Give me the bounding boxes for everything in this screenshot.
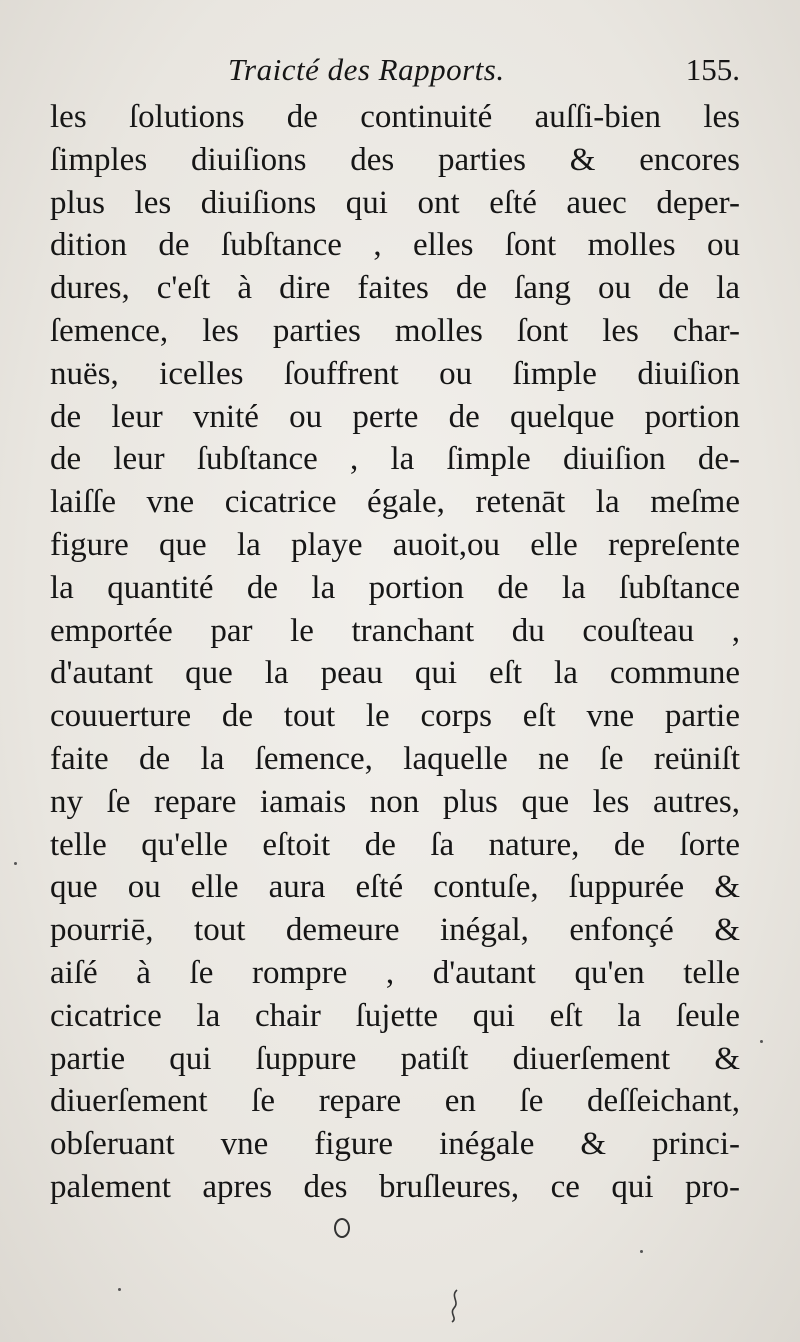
text-line: ſemence, les parties molles ſont les char- bbox=[50, 312, 740, 349]
running-title: Traicté des Rapports. bbox=[228, 52, 505, 87]
paper-speck bbox=[14, 862, 17, 865]
text-line: ſimples diuiſions des parties & encores bbox=[50, 141, 740, 178]
text-line: plus les diuiſions qui ont eſté auec deper- bbox=[50, 184, 740, 221]
text-line: que ou elle aura eſté contuſe, ſuppurée & bbox=[50, 869, 740, 906]
text-line: dition de ſubſtance , elles ſont molles ou bbox=[50, 227, 740, 264]
text-line: de leur vnité ou perte de quelque portion bbox=[50, 398, 740, 435]
ink-scribble-mark bbox=[448, 1288, 462, 1324]
paper-speck bbox=[118, 1288, 121, 1291]
text-line: aiſé à ſe rompre , d'autant qu'en telle bbox=[50, 954, 740, 991]
text-line: les ſolutions de continuité auſſi-bien les bbox=[50, 99, 740, 135]
text-line: d'autant que la peau qui eſt la commune bbox=[50, 655, 740, 692]
page-number: 155. bbox=[685, 52, 740, 87]
text-line: obſeruant vne figure inégale & princi- bbox=[50, 1126, 740, 1163]
text-line: faite de la ſemence, laquelle ne ſe reüniſt bbox=[50, 740, 740, 777]
ink-ring-mark bbox=[334, 1218, 350, 1238]
text-line: diuerſement ſe repare en ſe deſſeichant, bbox=[50, 1083, 740, 1120]
text-line: pourriē, tout demeure inégal, enfonçé & bbox=[50, 912, 740, 949]
text-line: telle qu'elle eſtoit de ſa nature, de ſorte bbox=[50, 826, 740, 863]
body-text bbox=[50, 96, 740, 1209]
text-line: ny ſe repare iamais non plus que les autres, bbox=[50, 783, 740, 820]
text-line: la quantité de la portion de la ſubſtance bbox=[50, 569, 740, 606]
text-line: cicatrice la chair ſujette qui eſt la ſeule bbox=[50, 997, 740, 1034]
text-line: dures, c'eſt à dire faites de ſang ou de la bbox=[50, 270, 740, 307]
text-line: nuës, icelles ſouffrent ou ſimple diuiſion bbox=[50, 355, 740, 392]
text-line: de leur ſubſtance , la ſimple diuiſion de- bbox=[50, 441, 740, 478]
text-line: couuerture de tout le corps eſt vne partie bbox=[50, 698, 740, 735]
text-line: laiſſe vne cicatrice égale, retenāt la meſme bbox=[50, 484, 740, 521]
text-line: figure que la playe auoit,ou elle repreſente bbox=[50, 526, 740, 563]
text-line: emportée par le tranchant du couſteau , bbox=[50, 612, 740, 649]
text-line: partie qui ſuppure patiſt diuerſement & bbox=[50, 1040, 740, 1077]
running-head bbox=[60, 52, 740, 92]
paper-speck bbox=[760, 1040, 763, 1043]
text-line: palement apres des bruſleures, ce qui pro- bbox=[50, 1168, 740, 1205]
paper-speck bbox=[640, 1250, 643, 1253]
